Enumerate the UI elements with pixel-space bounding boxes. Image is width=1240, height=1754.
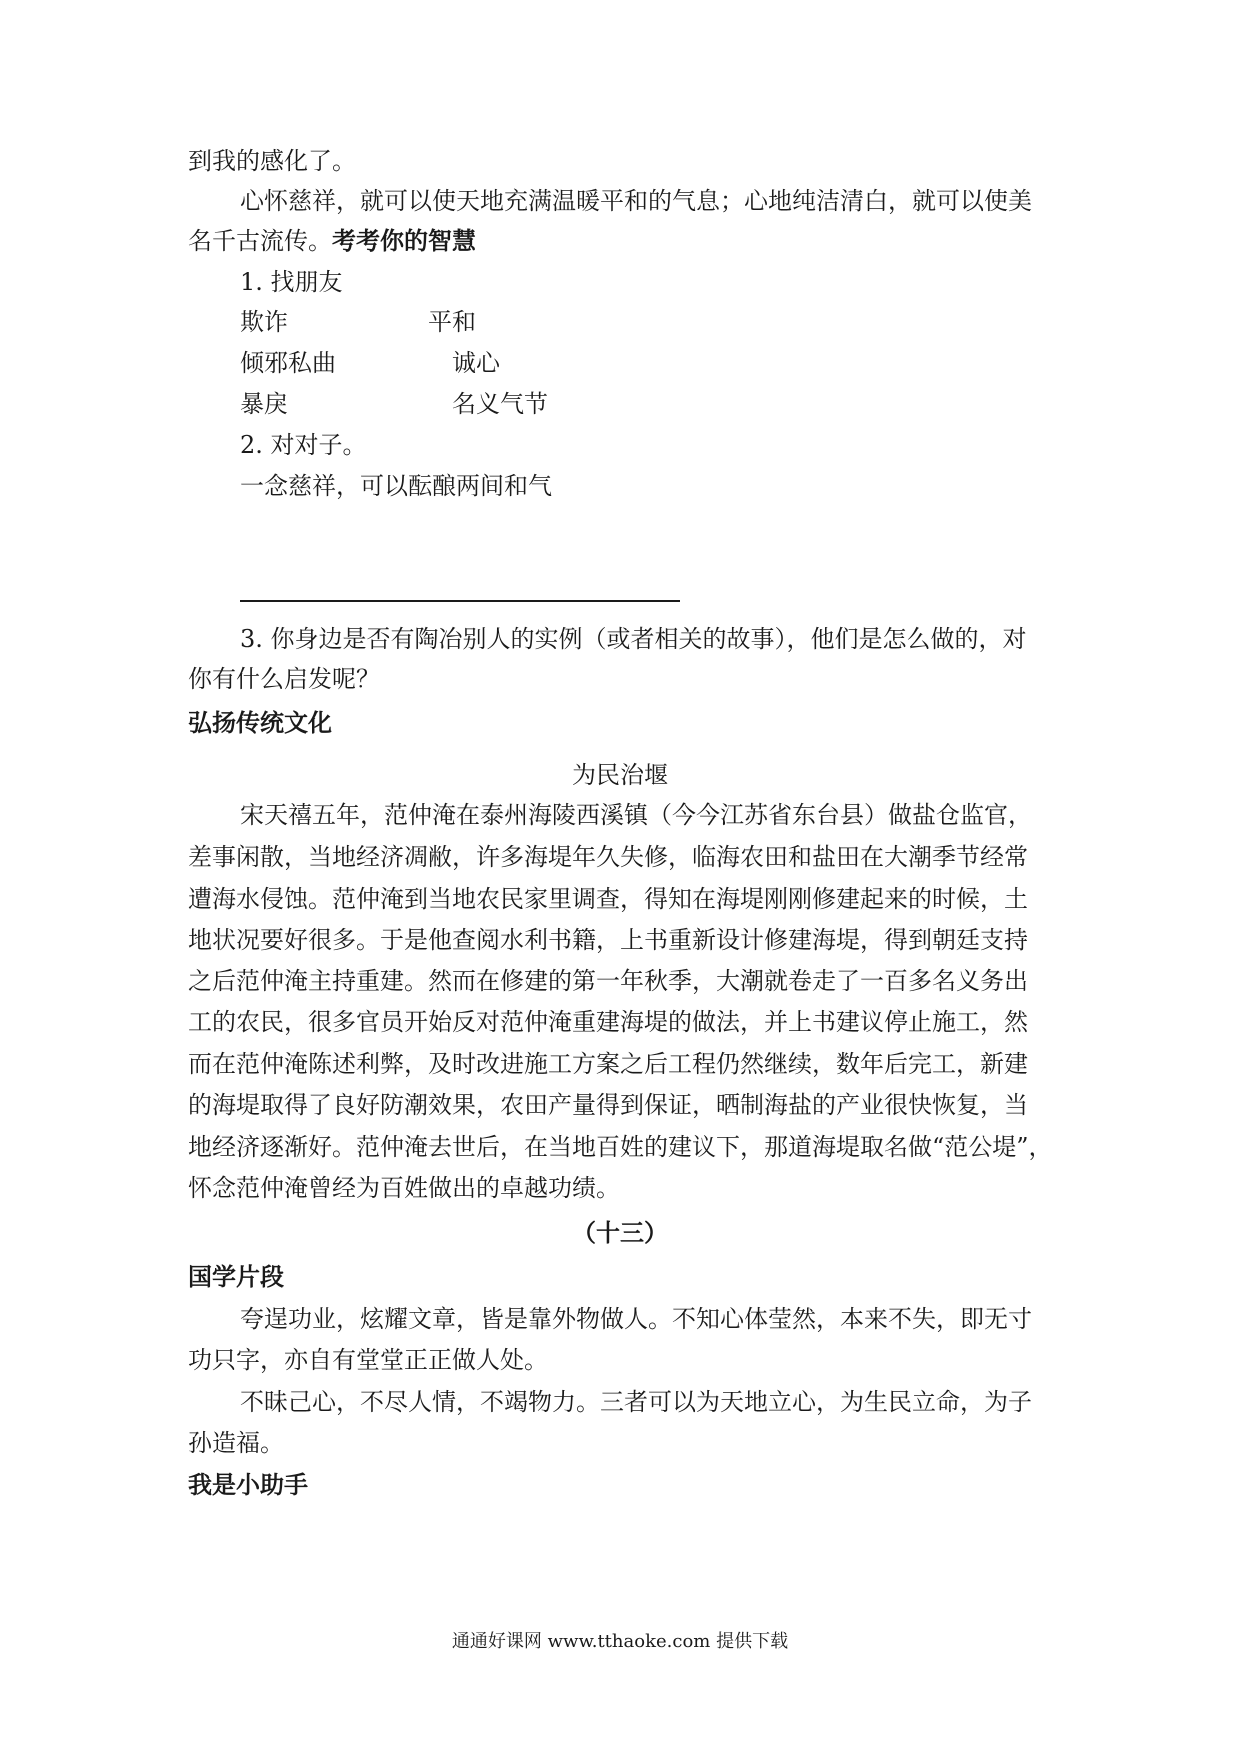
paragraph-line: 而在范仲淹陈述利弊，及时改进施工方案之后工程仍然继续，数年后完工，新建 [188,1050,1028,1078]
paragraph-line: 地经济逐渐好。范仲淹去世后，在当地百姓的建议下，那道海堤取名做“范公堤”， [188,1133,1053,1161]
question-label: 2. 对对子。 [240,431,367,459]
section-heading: 弘扬传统文化 [188,708,332,737]
section-heading: 考考你的智慧 [332,226,476,255]
section-heading: 国学片段 [188,1262,284,1291]
text-line: 到我的感化了。 [188,147,356,175]
answer-blank-line [240,600,680,602]
paragraph-line: 的海堤取得了良好防潮效果，农田产量得到保证，晒制海盐的产业很快恢复，当 [188,1091,1028,1119]
text-line: 你有什么启发呢？ [188,665,380,693]
paragraph-line: 功只字，亦自有堂堂正正做人处。 [188,1346,548,1374]
story-title: 为民治堰 [572,761,668,789]
paragraph-line: 孙造福。 [188,1429,284,1457]
text-line: 心怀慈祥，就可以使天地充满温暖平和的气息；心地纯洁清白，就可以使美 [240,187,1032,215]
paragraph-line: 宋天禧五年，范仲淹在泰州海陵西溪镇（今今江苏省东台县）做盐仓监官， [240,801,1032,829]
section-heading: 我是小助手 [188,1470,308,1499]
paragraph-line: 之后范仲淹主持重建。然而在修建的第一年秋季，大潮就卷走了一百多名义务出 [188,967,1028,995]
paragraph-line: 遭海水侵蚀。范仲淹到当地农民家里调查，得知在海堤刚刚修建起来的时候，土 [188,885,1028,913]
text-span: 名千古流传。 [188,227,332,255]
paragraph-line: 夸逞功业，炫耀文章，皆是靠外物做人。不知心体莹然，本来不失，即无寸 [240,1305,1032,1333]
paragraph-line: 差事闲散，当地经济凋敝，许多海堤年久失修，临海农田和盐田在大潮季节经常 [188,843,1028,871]
match-left-item: 欺诈 [240,308,288,336]
match-right-item: 诚心 [452,349,500,377]
page-footer: 通通好课网 www.tthaoke.com 提供下载 [451,1631,789,1652]
match-left-item: 暴戾 [240,390,288,418]
match-right-item: 名义气节 [452,390,548,418]
question-label: 3. 你身边是否有陶冶别人的实例（或者相关的故事），他们是怎么做的，对 [240,625,1027,653]
match-left-item: 倾邪私曲 [240,349,336,377]
paragraph-line: 怀念范仲淹曾经为百姓做出的卓越功绩。 [188,1174,620,1202]
match-right-item: 平和 [428,308,476,336]
paragraph-line: 工的农民，很多官员开始反对范仲淹重建海堤的做法，并上书建议停止施工，然 [188,1008,1028,1036]
paragraph-line: 不昧己心，不尽人情，不竭物力。三者可以为天地立心，为生民立命，为子 [240,1388,1032,1416]
paragraph-line: 地状况要好很多。于是他查阅水利书籍，上书重新设计修建海堤，得到朝廷支持 [188,926,1028,954]
question-label: 1. 找朋友 [240,268,343,296]
chapter-number: （十三） [572,1218,668,1247]
text-line: 一念慈祥，可以酝酿两间和气 [240,472,552,500]
text-line [188,226,476,256]
